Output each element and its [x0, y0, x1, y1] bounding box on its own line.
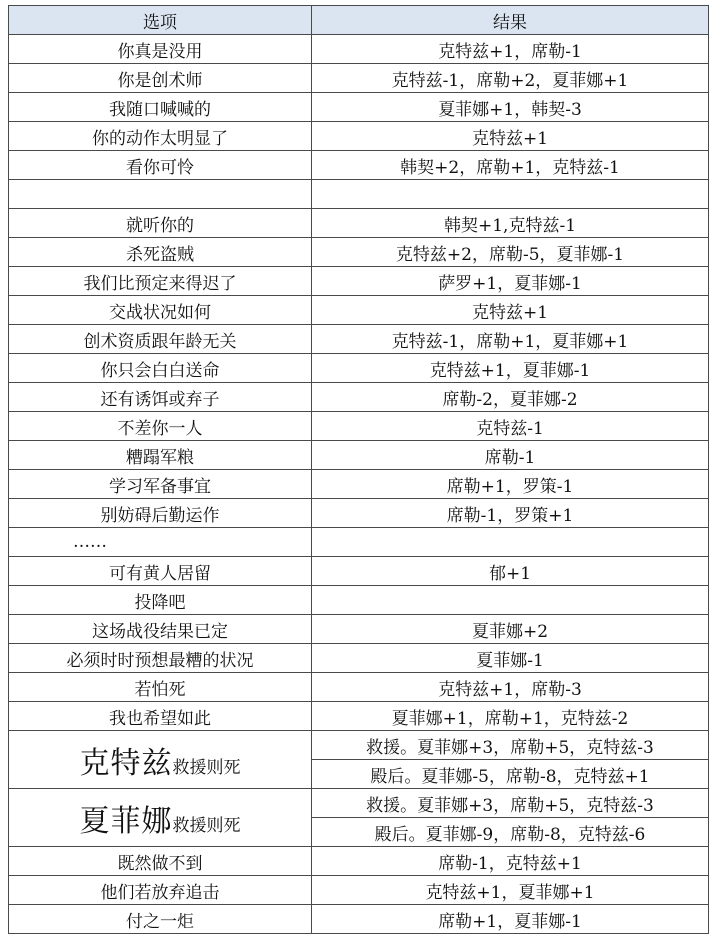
- option-cell: [9, 296, 312, 325]
- table-row: [9, 296, 709, 325]
- option-cell: [9, 644, 312, 673]
- table-row: [9, 557, 709, 586]
- rescue-suffix: 救援则死: [172, 815, 241, 836]
- header-row: [9, 6, 709, 35]
- option-text: 创术资质跟年龄无关: [83, 331, 237, 352]
- option-cell: [9, 470, 312, 499]
- table-row: [9, 238, 709, 267]
- option-cell: [9, 586, 312, 615]
- table-row: [9, 325, 709, 354]
- option-text: 既然做不到: [117, 853, 203, 874]
- table-row: [9, 209, 709, 238]
- option-text: 杀死盗贼: [126, 244, 194, 265]
- result-cell: 夏菲娜+1，韩契-3: [312, 93, 709, 122]
- option-header: 选项: [9, 6, 312, 35]
- rescue-result-cell: 救援。夏菲娜+3，席勒+5，克特兹-3: [312, 731, 709, 760]
- table-row: [9, 847, 709, 876]
- option-text: 糟蹋军粮: [126, 447, 194, 468]
- rescue-character-name: 夏菲娜: [79, 803, 173, 839]
- table-row: [9, 354, 709, 383]
- option-cell: [9, 876, 312, 905]
- option-cell: [9, 383, 312, 412]
- option-cell: [9, 325, 312, 354]
- option-text: 学习军备事宜: [109, 476, 211, 497]
- result-header: 结果: [312, 6, 709, 35]
- option-cell: [9, 35, 312, 64]
- option-text: 不差你一人: [117, 418, 203, 439]
- option-cell: [9, 673, 312, 702]
- option-cell: [9, 180, 312, 209]
- result-cell: 克特兹+2，席勒-5，夏菲娜-1: [312, 238, 709, 267]
- option-text: 他们若放弃追击: [100, 882, 220, 903]
- table-row: [9, 441, 709, 470]
- option-text: 这场战役结果已定: [92, 621, 228, 642]
- option-text: ……: [73, 532, 107, 552]
- table-row: [9, 615, 709, 644]
- option-cell: [9, 905, 312, 934]
- rescue-result-cell: 救援。夏菲娜+3，席勒+5，克特兹-3: [312, 789, 709, 818]
- rescue-suffix: 救援则死: [172, 757, 241, 778]
- table-row: [9, 905, 709, 934]
- table-body: [9, 35, 709, 934]
- option-cell: [9, 151, 312, 180]
- table-row: [9, 151, 709, 180]
- result-cell: 韩契+1,克特兹-1: [312, 209, 709, 238]
- option-cell: [9, 847, 312, 876]
- table-row: [9, 499, 709, 528]
- option-cell: [9, 209, 312, 238]
- option-text: 若怕死: [134, 679, 186, 700]
- rescue-option-cell: [9, 731, 312, 789]
- option-text: 可有黄人居留: [109, 563, 211, 584]
- result-cell: 夏菲娜-1: [312, 644, 709, 673]
- result-cell: [312, 528, 709, 557]
- table-row: [9, 35, 709, 64]
- table-row: [9, 702, 709, 731]
- table-row: [9, 412, 709, 441]
- option-cell: [9, 267, 312, 296]
- result-cell: 克特兹+1，夏菲娜+1: [312, 876, 709, 905]
- result-cell: 席勒+1，夏菲娜-1: [312, 905, 709, 934]
- option-text: 你的动作太明显了: [92, 128, 228, 149]
- option-text: 我随口喊喊的: [109, 99, 211, 120]
- option-text: 看你可怜: [126, 157, 194, 178]
- option-cell: [9, 412, 312, 441]
- table-row: [9, 470, 709, 499]
- rescue-option-cell: [9, 789, 312, 847]
- table-row: [9, 64, 709, 93]
- result-cell: 夏菲娜+2: [312, 615, 709, 644]
- result-cell: 夏菲娜+1，席勒+1，克特兹-2: [312, 702, 709, 731]
- option-text: 你只会白白送命: [100, 360, 220, 381]
- result-cell: 席勒-1: [312, 441, 709, 470]
- result-cell: 克特兹+1: [312, 122, 709, 151]
- table-row: [9, 673, 709, 702]
- table-row: [9, 586, 709, 615]
- table-row: [9, 180, 709, 209]
- option-text: 我也希望如此: [109, 708, 211, 729]
- table-row: [9, 267, 709, 296]
- rescue-result-cell: 殿后。夏菲娜-9，席勒-8，克特兹-6: [312, 818, 709, 847]
- result-cell: 席勒-1，罗策+1: [312, 499, 709, 528]
- result-cell: 克特兹+1: [312, 296, 709, 325]
- option-cell: [9, 93, 312, 122]
- option-text: 你真是没用: [117, 41, 203, 62]
- choices-table: [8, 5, 709, 934]
- table-row: [9, 876, 709, 905]
- result-cell: [312, 180, 709, 209]
- option-cell: [9, 354, 312, 383]
- result-cell: 克特兹-1: [312, 412, 709, 441]
- result-cell: [312, 586, 709, 615]
- option-text: 付之一炬: [126, 911, 194, 932]
- option-cell: [9, 615, 312, 644]
- option-cell: [9, 557, 312, 586]
- result-cell: 席勒+1，罗策-1: [312, 470, 709, 499]
- option-text: 必须时时预想最糟的状况: [66, 650, 254, 671]
- option-cell: [9, 122, 312, 151]
- rescue-result-cell: 殿后。夏菲娜-5，席勒-8，克特兹+1: [312, 760, 709, 789]
- rescue-row: [9, 731, 709, 760]
- option-text: 投降吧: [134, 592, 186, 613]
- result-cell: 克特兹-1，席勒+1，夏菲娜+1: [312, 325, 709, 354]
- rescue-row: [9, 789, 709, 818]
- option-text: 交战状况如何: [109, 302, 211, 323]
- table-row: [9, 383, 709, 412]
- result-cell: 席勒-2，夏菲娜-2: [312, 383, 709, 412]
- option-cell: [9, 702, 312, 731]
- result-cell: 萨罗+1，夏菲娜-1: [312, 267, 709, 296]
- result-cell: 韩契+2，席勒+1，克特兹-1: [312, 151, 709, 180]
- result-cell: 克特兹+1，席勒-1: [312, 35, 709, 64]
- result-cell: 克特兹-1，席勒+2，夏菲娜+1: [312, 64, 709, 93]
- table-row: [9, 122, 709, 151]
- table-row: [9, 528, 709, 557]
- option-text: 别妨碍后勤运作: [100, 505, 220, 526]
- result-cell: 克特兹+1，夏菲娜-1: [312, 354, 709, 383]
- result-cell: 克特兹+1，席勒-3: [312, 673, 709, 702]
- option-cell: [9, 64, 312, 93]
- option-text: 还有诱饵或弃子: [100, 389, 220, 410]
- rescue-character-name: 克特兹: [79, 745, 173, 781]
- option-cell: [9, 499, 312, 528]
- option-text: 你是创术师: [117, 70, 203, 91]
- option-text: 我们比预定来得迟了: [83, 273, 237, 294]
- table-row: [9, 644, 709, 673]
- result-cell: 郁+1: [312, 557, 709, 586]
- option-cell: [9, 528, 312, 557]
- table-row: [9, 93, 709, 122]
- result-cell: 席勒-1，克特兹+1: [312, 847, 709, 876]
- option-cell: [9, 238, 312, 267]
- option-text: 就听你的: [126, 215, 194, 236]
- option-cell: [9, 441, 312, 470]
